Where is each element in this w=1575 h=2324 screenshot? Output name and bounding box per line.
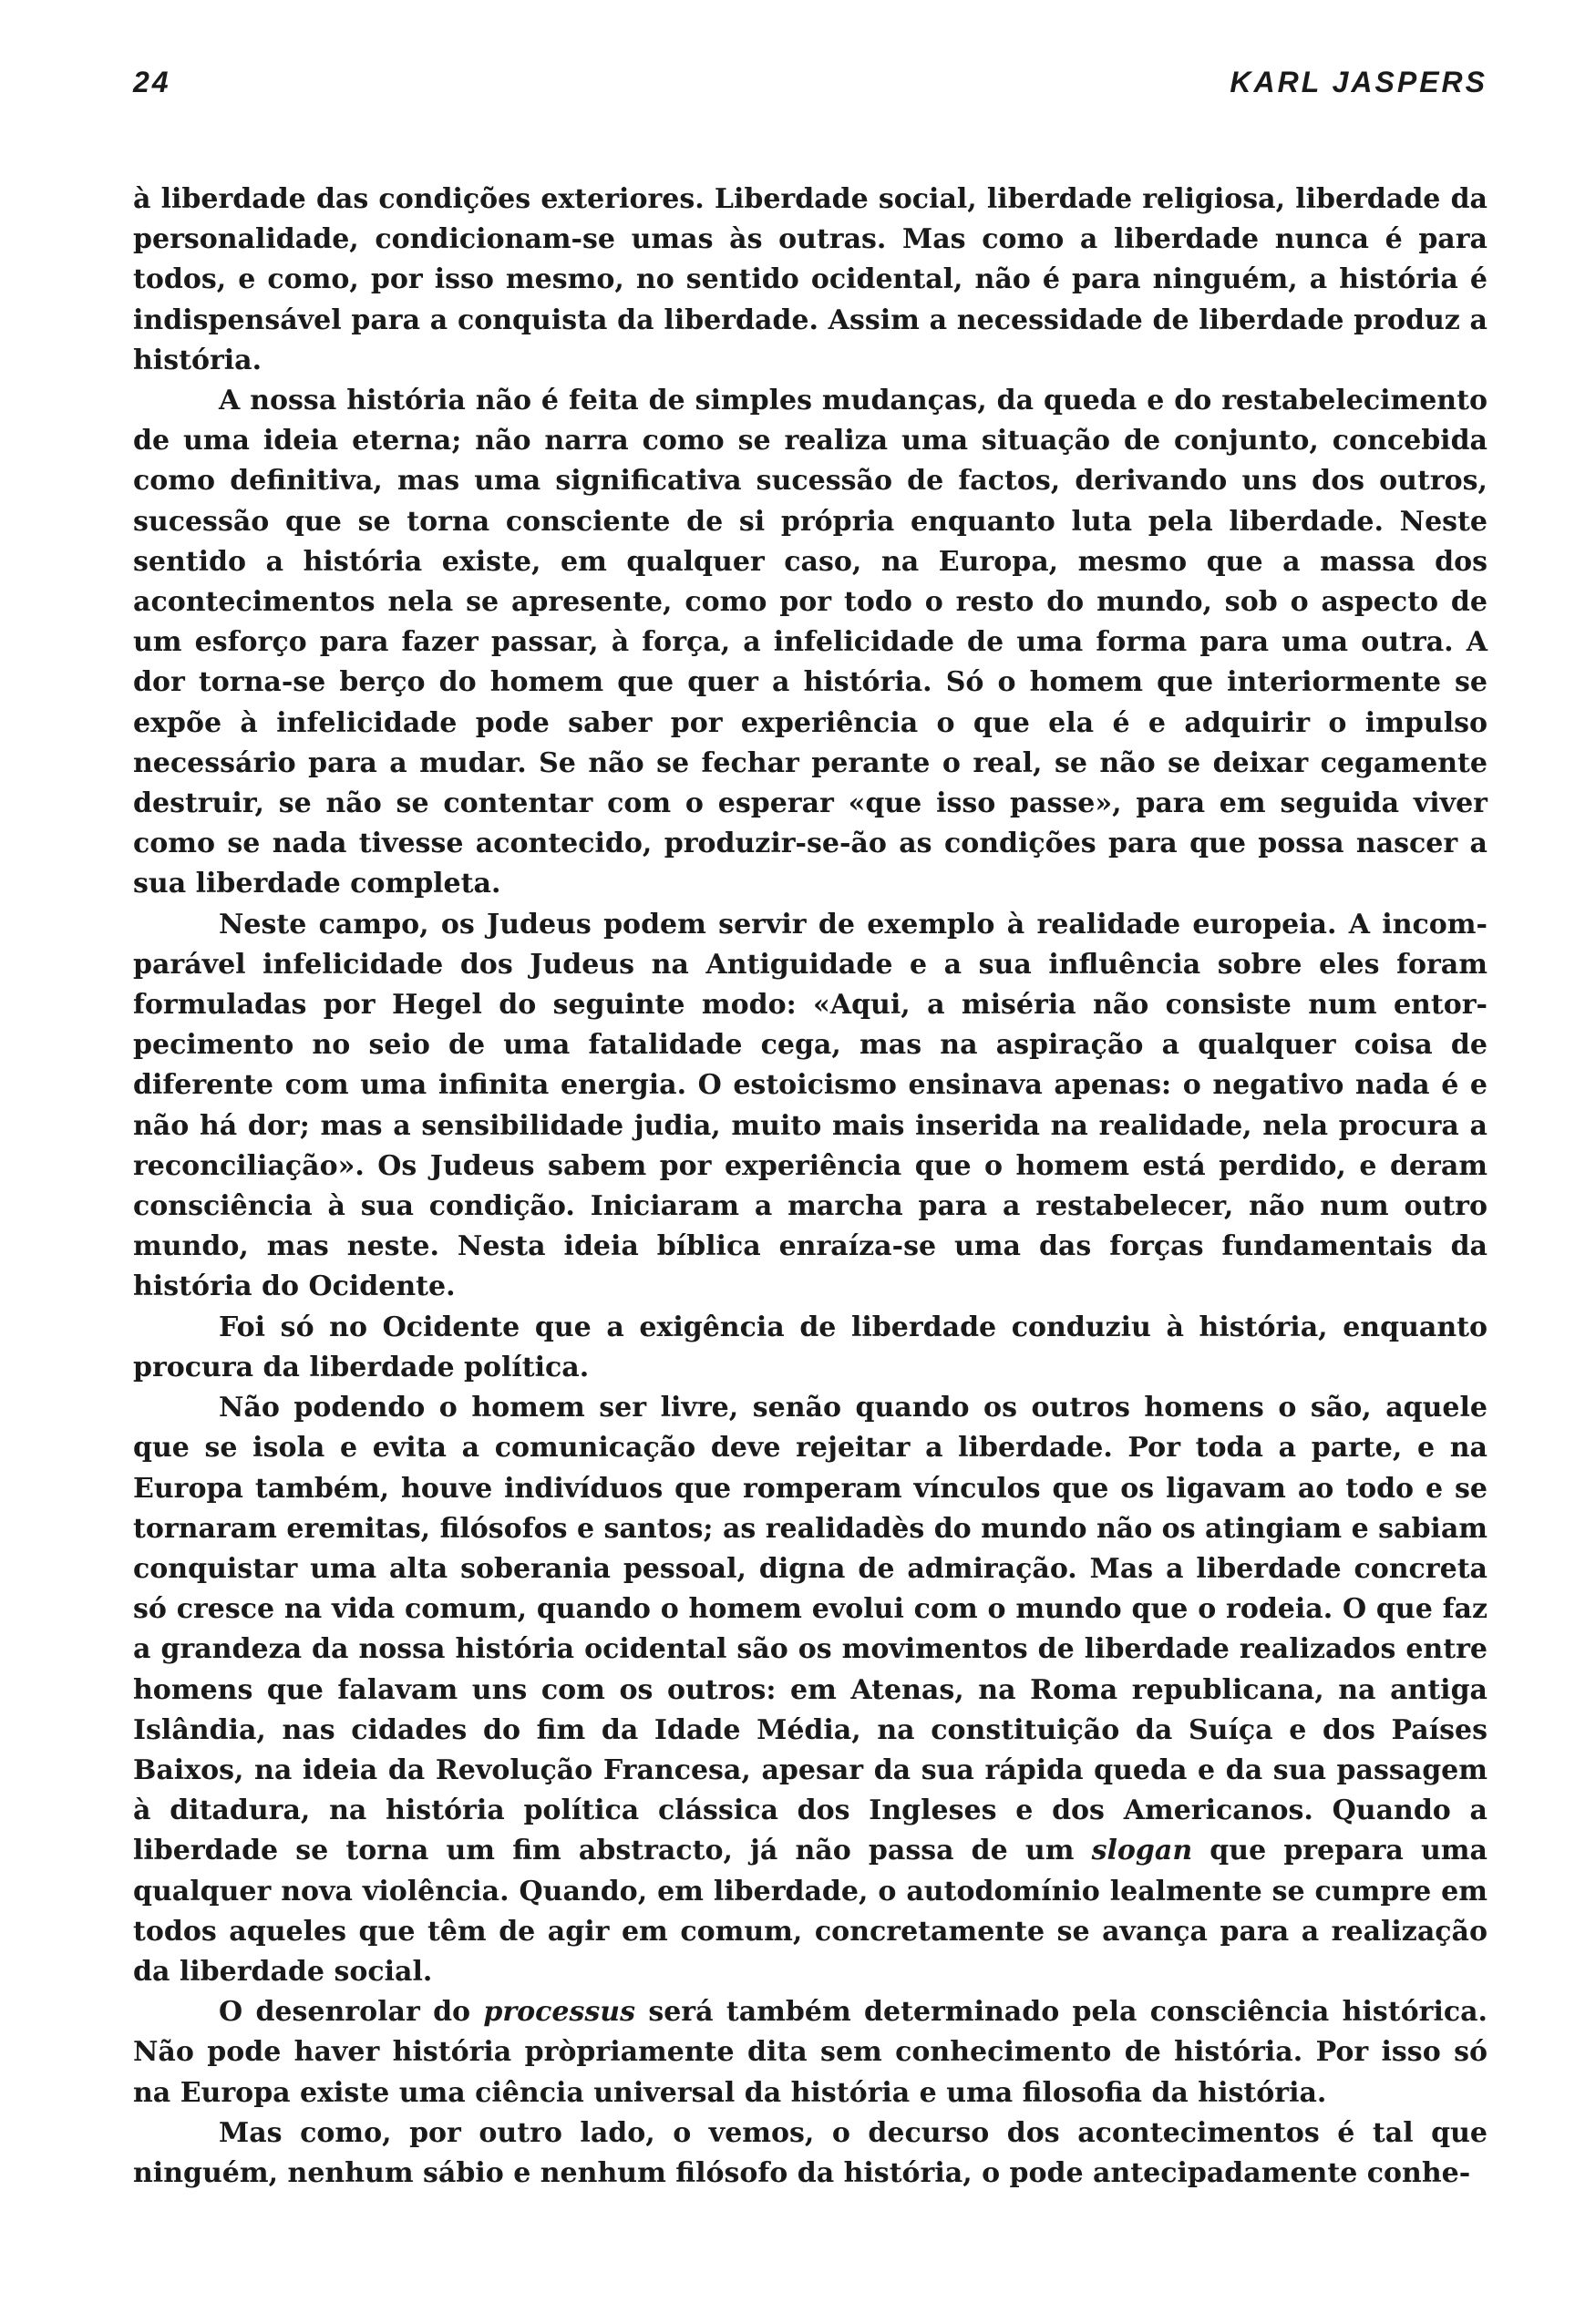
italic-term: processus bbox=[483, 1996, 636, 2029]
paragraph-text: O desenrolar do bbox=[219, 1996, 484, 2029]
paragraph: Foi só no Ocidente que a exigência de liberdade conduziu à história, enquanto procura da liberdade política. bbox=[133, 1311, 1488, 1383]
paragraph bbox=[133, 1992, 1488, 2113]
page-number: 24 bbox=[133, 66, 171, 98]
paragraph: A nossa história não é feita de simples mudanças, da queda e do restabelecimento de uma ideia eterna; não narra como se realiza uma situação de conjunto, concebida como definitiva, mas uma significativa sucessão de factos, derivando uns dos outros, sucessão que se torna consciente de si própria enquanto luta pela liberdade. Neste sentido a história existe, em qualquer caso, na Europa, mesmo que a massa dos acontecimentos nela se apresente, como por todo o resto do mundo, sob o aspecto de um esforço para fazer passar, à força, a infelicidade de uma forma para uma outra. A dor torna-se berço do homem que quer a história. Só o homem que interiormente se expõe à infelicidade pode saber por experiência o que ela é e adquirir o impulso necessário para a mudar. Se não se fechar perante o real, se não se deixar cegamente destruir, se não se contentar com o esperar «que isso passe», para em seguida viver como se nada tivesse acontecido, produzir-se-ão as condições para que possa nascer a sua liberdade completa. bbox=[133, 385, 1488, 900]
italic-term: slogan bbox=[1091, 1835, 1193, 1867]
paragraph: Mas como, por outro lado, o vemos, o decurso dos acontecimentos é tal que ninguém, nenhum sábio e nenhum filósofo da história, o pode antecipadamente conhe- bbox=[133, 2116, 1488, 2189]
running-header bbox=[133, 66, 1488, 111]
running-title: KARL JASPERS bbox=[1230, 66, 1488, 98]
paragraph-text: que prepara uma qualquer nova violência. Quando, em liberdade, o autodomínio lealmente se cumpre em todos aqueles que têm de agir em comum, concretamente se avança para a realização da liberdade social. bbox=[133, 1835, 1488, 1988]
paragraph bbox=[133, 1388, 1488, 1992]
paragraph-text: Não podendo o homem ser livre, senão quando os outros homens o são, aquele que se isola e evita a comunicação deve rejeitar a liberdade. Por toda a parte, e na Europa também, houve indivíduos que romperam vínculos que os ligavam ao todo e se tornaram eremitas, filósofos e santos; as realidadès do mundo não os atingiam e sabiam conquistar uma alta soberania pessoal, digna de admiração. Mas a liberdade concreta só cresce na vida comum, quando o homem evolui com o mundo que o rodeia. O que faz a grandeza da nossa história ocidental são os movimentos de liberdade realizados entre homens que falavam uns com os outros: em Atenas, na Roma republicana, na antiga Islândia, nas cidades do fim da Idade Média, na constituição da Suíça e dos Países Baixos, na ideia da Revolução Francesa, apesar da sua rápida queda e da sua passagem à ditadura, na história política clássica dos Ingleses e dos Americanos. Quando a liberdade se torna um fim abstracto, já não passa de um bbox=[133, 1392, 1488, 1867]
paragraph-text: será também determinado pela consciência histórica. Não pode haver história pròpriamente dita sem conhecimento de história. Por isso só na Europa existe uma ciência universal da história e uma filosofia da história. bbox=[133, 1996, 1488, 2109]
paragraph: Neste campo, os Judeus podem servir de exemplo à realidade europeia. A incomparável infelicidade dos Judeus na Antiguidade e a sua influência sobre eles foram formuladas por Hegel do seguinte modo: «Aqui, a miséria não consiste num entorpecimento no seio de uma fatalidade cega, mas na aspiração a qualquer coisa de diferente com uma infinita energia. O estoicismo ensinava apenas: o negativo nada é e não há dor; mas a sensibilidade judia, muito mais inserida na realidade, nela procura a reconciliação». Os Judeus sabem por experiência que o homem está perdido, e deram consciência à sua condição. Iniciaram a marcha para a restabelecer, não num outro mundo, mas neste. Nesta ideia bíblica enraíza-se uma das forças fundamentais da história do Ocidente. bbox=[133, 908, 1488, 1303]
paragraph: à liberdade das condições exteriores. Liberdade social, liberdade religiosa, liberdade da personalidade, condicionam-se umas às outras. Mas como a liberdade nunca é para todos, e como, por isso mesmo, no sentido ocidental, não é para ninguém, a história é indispensável para a conquista da liberdade. Assim a necessidade de liberdade produz a história. bbox=[133, 183, 1488, 376]
page-body bbox=[133, 180, 1488, 2194]
